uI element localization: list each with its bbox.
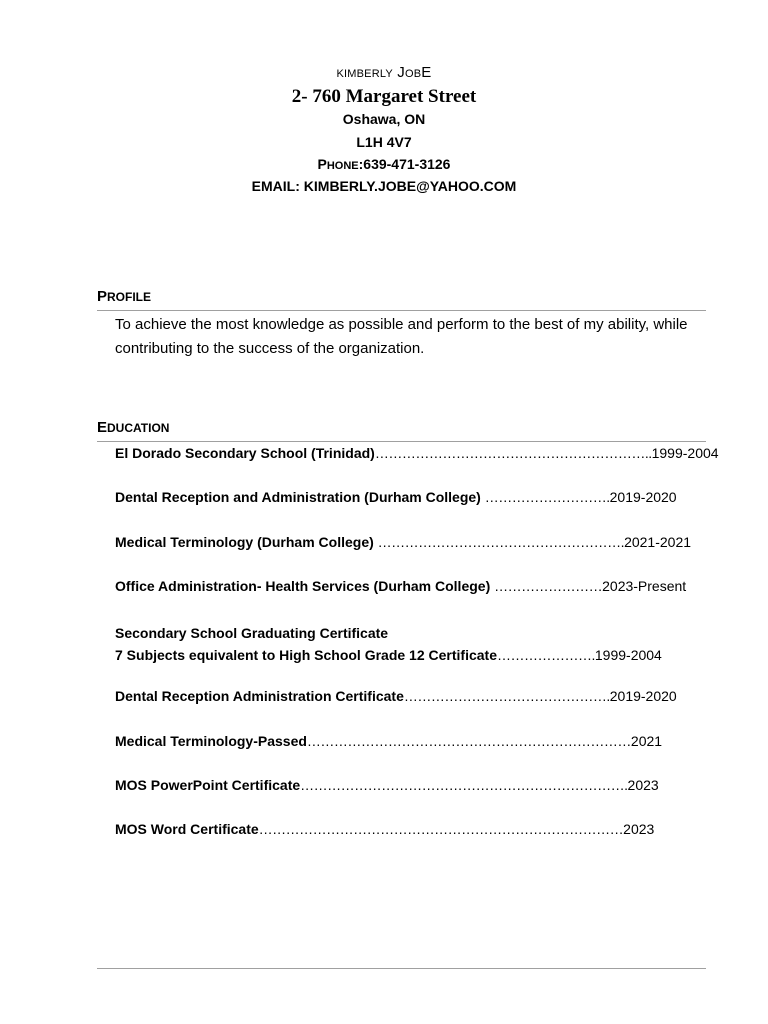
candidate-name xyxy=(0,64,768,81)
profile-heading-rest: ROFILE xyxy=(107,290,152,304)
profile-heading xyxy=(97,288,151,305)
education-divider xyxy=(97,441,706,442)
entry-leader: ……………………………………………………………………… xyxy=(258,821,624,837)
entry-leader: ……………………………………………………………… xyxy=(306,733,631,749)
entry-leader: ………………………………………. xyxy=(403,688,610,704)
education-entry xyxy=(115,622,662,666)
education-entry xyxy=(115,821,654,837)
entry-title: Office Administration- Health Services (Durham College) xyxy=(115,578,495,594)
entry-years: 2019-2020 xyxy=(609,688,677,704)
phone-value: :639-471-3126 xyxy=(358,156,451,172)
entry-leader: …………………. xyxy=(497,647,595,663)
city: Oshawa, ON xyxy=(342,111,426,127)
entry-years: 1999-2004 xyxy=(594,647,662,663)
phone-label-rest: HONE xyxy=(326,160,359,172)
entry-years: 2023-Present xyxy=(602,578,687,594)
education-heading-rest: DUCATION xyxy=(107,421,170,435)
name-last-middle: OB xyxy=(404,68,422,80)
entry-years: 2023 xyxy=(627,777,659,793)
education-entry xyxy=(115,534,691,550)
entry-years: 2021 xyxy=(630,733,663,749)
entry-leader: ………………………………………………. xyxy=(377,534,625,550)
entry-leader: …………………………………………………….. xyxy=(374,445,652,461)
email-line: EMAIL: KIMBERLY.JOBE@YAHOO.COM xyxy=(251,178,517,194)
entry-leader: ………………………………………………………………. xyxy=(300,777,628,793)
education-entry xyxy=(115,733,662,749)
postal-code: L1H 4V7 xyxy=(356,134,412,150)
entry-title: Secondary School Graduating Certificate xyxy=(115,625,389,641)
entry-subtitle: 7 Subjects equivalent to High School Grade 12 Certificate xyxy=(115,647,497,663)
entry-years: 2021-2021 xyxy=(624,534,692,550)
profile-heading-initial: P xyxy=(97,288,108,305)
entry-title: MOS Word Certificate xyxy=(115,821,259,837)
education-entry xyxy=(115,777,659,793)
phone-label-initial: P xyxy=(317,156,327,172)
footer-divider xyxy=(97,968,706,969)
education-entry xyxy=(115,688,677,704)
name-last-initial: J xyxy=(397,64,405,81)
entry-years: 2023 xyxy=(623,821,655,837)
street-address: 2- 760 Margaret Street xyxy=(291,86,477,107)
entry-leader: …………………… xyxy=(494,578,603,594)
education-entry xyxy=(115,445,719,461)
entry-title: Medical Terminology-Passed xyxy=(115,733,307,749)
profile-divider xyxy=(97,310,706,311)
entry-years: 2019-2020 xyxy=(609,489,677,505)
phone-line xyxy=(0,156,768,172)
entry-title: MOS PowerPoint Certificate xyxy=(115,777,301,793)
entry-title: Medical Terminology (Durham College) xyxy=(115,534,378,550)
entry-title: El Dorado Secondary School (Trinidad) xyxy=(115,445,375,461)
education-heading xyxy=(97,419,169,436)
name-first: KIMBERLY xyxy=(336,68,393,80)
entry-title: Dental Reception Administration Certificate xyxy=(115,688,404,704)
education-entry xyxy=(115,578,686,594)
name-last-end: E xyxy=(421,64,432,81)
education-entry xyxy=(115,489,677,505)
education-heading-initial: E xyxy=(97,419,108,436)
entry-leader: ………………………. xyxy=(484,489,610,505)
entry-title: Dental Reception and Administration (Durham College) xyxy=(115,489,485,505)
profile-text: To achieve the most knowledge as possible and perform to the best of my ability, while contributing to the success of the organization. xyxy=(115,316,688,357)
entry-years: 1999-2004 xyxy=(651,445,719,461)
